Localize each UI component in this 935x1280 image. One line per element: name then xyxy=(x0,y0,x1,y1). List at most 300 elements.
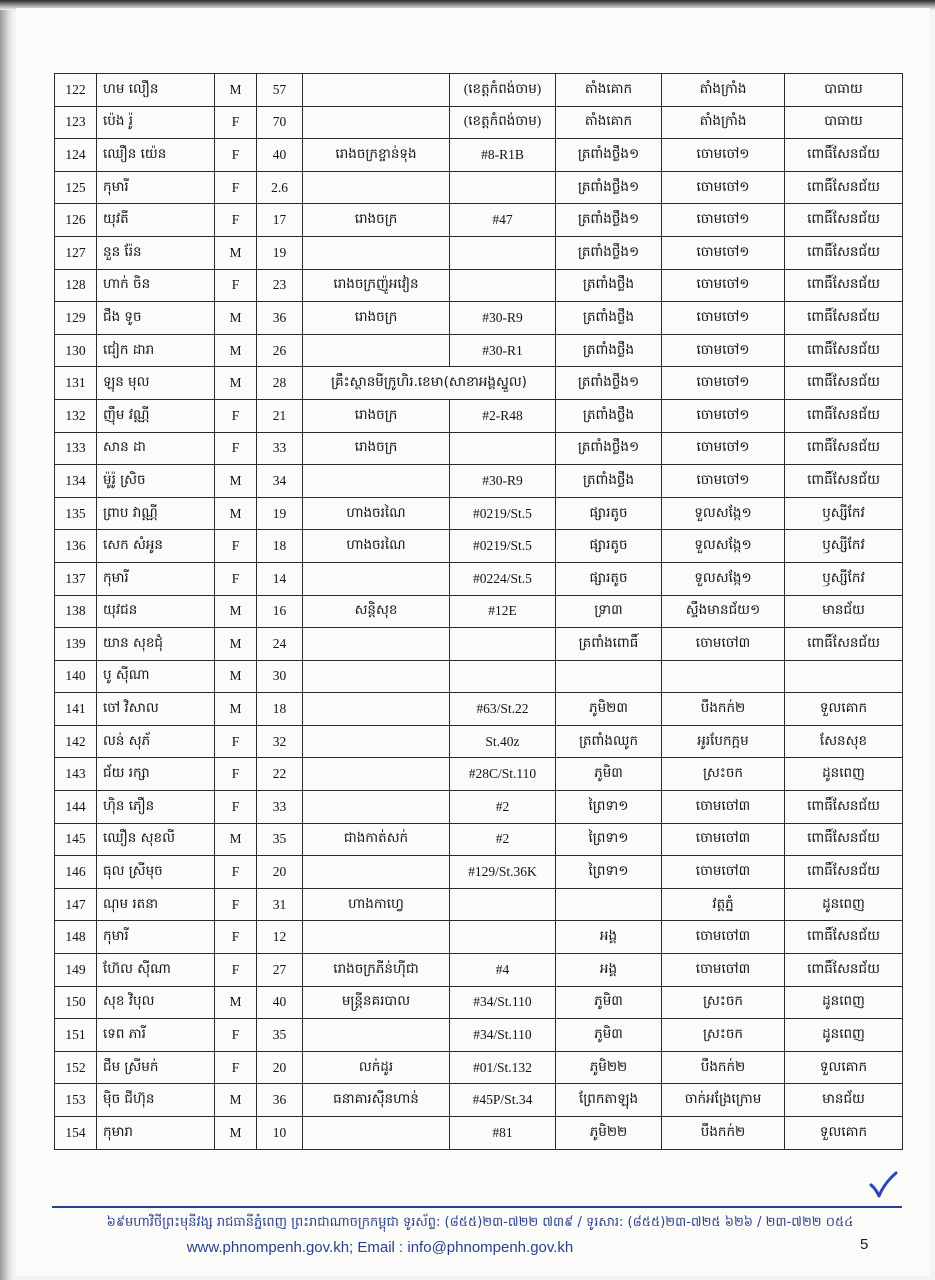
cell-person-name: ម៉ូរ៉ូ ស្រិច xyxy=(97,465,215,498)
cell-age: 40 xyxy=(257,139,303,172)
cell-commune: ចោមចៅ១ xyxy=(662,367,785,400)
cell-sex: M xyxy=(215,302,257,335)
cell-house-number xyxy=(450,171,556,204)
cell-sex: M xyxy=(215,367,257,400)
cell-row-number: 136 xyxy=(55,530,97,563)
cell-person-name: បូ ស៊ីណា xyxy=(97,660,215,693)
cell-row-number: 128 xyxy=(55,269,97,302)
cell-district: សែនសុខ xyxy=(785,725,903,758)
cell-district: ដូនពេញ xyxy=(785,986,903,1019)
table-row xyxy=(55,758,903,791)
cell-person-name: ហ៊ែល ស៊ីណា xyxy=(97,954,215,987)
cell-person-name: ចៅ វិសាល xyxy=(97,693,215,726)
cell-district: បាធាយ xyxy=(785,106,903,139)
cell-workplace xyxy=(303,628,450,661)
cell-house-number: #30-R1 xyxy=(450,334,556,367)
cell-commune: ចាក់អង្រែក្រោម xyxy=(662,1084,785,1117)
cell-village: ភូមិ២៣ xyxy=(556,693,662,726)
cell-row-number: 130 xyxy=(55,334,97,367)
cell-house-number: #34/St.110 xyxy=(450,986,556,1019)
cell-house-number xyxy=(450,236,556,269)
cell-village: ត្រពាំងថ្លឹង xyxy=(556,334,662,367)
cell-row-number: 150 xyxy=(55,986,97,1019)
cell-village: ត្រពាំងថ្លឹង១ xyxy=(556,367,662,400)
cell-commune: ចោមចៅ១ xyxy=(662,399,785,432)
cell-district: ពោធិ៍សែនជ័យ xyxy=(785,399,903,432)
cell-house-number xyxy=(450,921,556,954)
table-row xyxy=(55,1019,903,1052)
cell-commune: ចោមចៅ១ xyxy=(662,139,785,172)
table-row xyxy=(55,595,903,628)
cell-age: 36 xyxy=(257,1084,303,1117)
table-row xyxy=(55,986,903,1019)
cell-sex: M xyxy=(215,1117,257,1150)
cell-village: ព្រៃទា១ xyxy=(556,791,662,824)
cell-commune: ចោមចៅ១ xyxy=(662,236,785,269)
table-row xyxy=(55,856,903,889)
cell-workplace: រោងចក្រ xyxy=(303,399,450,432)
cell-age: 10 xyxy=(257,1117,303,1150)
cell-sex: F xyxy=(215,725,257,758)
cell-house-number: St.40z xyxy=(450,725,556,758)
cell-person-name: ណុម រតនា xyxy=(97,888,215,921)
cell-district: ពោធិ៍សែនជ័យ xyxy=(785,334,903,367)
page-number: 5 xyxy=(860,1236,869,1253)
cell-district xyxy=(785,660,903,693)
cell-village xyxy=(556,888,662,921)
cell-district: ពោធិ៍សែនជ័យ xyxy=(785,465,903,498)
cell-row-number: 134 xyxy=(55,465,97,498)
cell-workplace: ជាងកាត់សក់ xyxy=(303,823,450,856)
cell-commune: ចោមចៅ៣ xyxy=(662,628,785,661)
footer-divider xyxy=(52,1206,902,1208)
scan-shadow-left xyxy=(0,0,14,1280)
cell-district: ដូនពេញ xyxy=(785,1019,903,1052)
cell-row-number: 148 xyxy=(55,921,97,954)
cell-sex: M xyxy=(215,660,257,693)
cell-workplace: រោងចក្រញ៉ូអវៀន xyxy=(303,269,450,302)
cell-sex: M xyxy=(215,693,257,726)
cell-district: ពោធិ៍សែនជ័យ xyxy=(785,856,903,889)
cell-age: 36 xyxy=(257,302,303,335)
cell-commune: ចោមចៅ១ xyxy=(662,204,785,237)
cell-district: ពោធិ៍សែនជ័យ xyxy=(785,791,903,824)
cell-commune: តាំងក្រាំង xyxy=(662,74,785,107)
cell-sex: F xyxy=(215,758,257,791)
cell-house-number: #4 xyxy=(450,954,556,987)
cell-age: 22 xyxy=(257,758,303,791)
table-row xyxy=(55,693,903,726)
cell-commune: អូរបែកក្អម xyxy=(662,725,785,758)
cell-village xyxy=(556,660,662,693)
cell-sex: M xyxy=(215,334,257,367)
table-row xyxy=(55,954,903,987)
cell-person-name: កុមារី xyxy=(97,562,215,595)
cell-village: ត្រពាំងថ្លឹង១ xyxy=(556,204,662,237)
cell-commune: ចោមចៅ៣ xyxy=(662,954,785,987)
cell-row-number: 144 xyxy=(55,791,97,824)
cell-sex: F xyxy=(215,888,257,921)
footer-contact: www.phnompenh.gov.kh; Email : info@phnompenh.gov.kh xyxy=(186,1239,574,1256)
cell-commune: ចោមចៅ១ xyxy=(662,432,785,465)
cell-row-number: 149 xyxy=(55,954,97,987)
cell-age: 57 xyxy=(257,74,303,107)
cell-workplace xyxy=(303,465,450,498)
cell-village: ត្រពាំងពោធិ៍ xyxy=(556,628,662,661)
cell-district: មានជ័យ xyxy=(785,1084,903,1117)
cell-row-number: 135 xyxy=(55,497,97,530)
cell-age: 16 xyxy=(257,595,303,628)
cell-house-number: #8-R1B xyxy=(450,139,556,172)
cell-sex: F xyxy=(215,106,257,139)
cell-village: ត្រពាំងថ្លឹង១ xyxy=(556,139,662,172)
cell-person-name: លន់ សុភ័ xyxy=(97,725,215,758)
cell-age: 19 xyxy=(257,497,303,530)
cell-row-number: 132 xyxy=(55,399,97,432)
cell-house-number: #45P/St.34 xyxy=(450,1084,556,1117)
cell-commune: ស្រះចក xyxy=(662,758,785,791)
cell-workplace xyxy=(303,1019,450,1052)
table-row xyxy=(55,74,903,107)
cell-age: 26 xyxy=(257,334,303,367)
cell-sex: F xyxy=(215,204,257,237)
cell-district: ឫស្សីកែវ xyxy=(785,562,903,595)
cell-house-number: #0224/St.5 xyxy=(450,562,556,595)
cell-commune: ចោមចៅ១ xyxy=(662,269,785,302)
cell-village: ទ្រា៣ xyxy=(556,595,662,628)
cell-sex: F xyxy=(215,269,257,302)
cell-workplace: មន្ត្រីនគរបាល xyxy=(303,986,450,1019)
table-row xyxy=(55,432,903,465)
cell-age: 31 xyxy=(257,888,303,921)
cell-workplace xyxy=(303,856,450,889)
cell-age: 35 xyxy=(257,1019,303,1052)
cell-row-number: 140 xyxy=(55,660,97,693)
cell-row-number: 139 xyxy=(55,628,97,661)
cell-house-number: #01/St.132 xyxy=(450,1051,556,1084)
cell-row-number: 151 xyxy=(55,1019,97,1052)
cell-district: ពោធិ៍សែនជ័យ xyxy=(785,823,903,856)
cell-house-number: #47 xyxy=(450,204,556,237)
cell-age: 23 xyxy=(257,269,303,302)
cell-sex: M xyxy=(215,1084,257,1117)
cell-district: ដូនពេញ xyxy=(785,888,903,921)
table-row xyxy=(55,236,903,269)
cell-commune: ទួលសង្កែ១ xyxy=(662,530,785,563)
cell-house-number: #12E xyxy=(450,595,556,628)
cell-sex: M xyxy=(215,595,257,628)
cell-person-name: យាន សុខជុំ xyxy=(97,628,215,661)
cell-house-number xyxy=(450,888,556,921)
cell-district: បាធាយ xyxy=(785,74,903,107)
cell-age: 17 xyxy=(257,204,303,237)
cell-village: អង្គ xyxy=(556,954,662,987)
cell-sex: M xyxy=(215,628,257,661)
cell-house-number: #28C/St.110 xyxy=(450,758,556,791)
cell-age: 18 xyxy=(257,693,303,726)
cell-person-name: ឈឿន សុខលី xyxy=(97,823,215,856)
cell-age: 21 xyxy=(257,399,303,432)
table-row xyxy=(55,1117,903,1150)
cell-commune: ទួលសង្កែ១ xyxy=(662,497,785,530)
cell-age: 12 xyxy=(257,921,303,954)
cell-age: 30 xyxy=(257,660,303,693)
cell-district: ឫស្សីកែវ xyxy=(785,530,903,563)
cell-district: ទួលគោក xyxy=(785,693,903,726)
cell-district: ពោធិ៍សែនជ័យ xyxy=(785,954,903,987)
cell-commune: ចោមចៅ៣ xyxy=(662,921,785,954)
cell-person-name: ញ៉ឹម វណ្ណី xyxy=(97,399,215,432)
cell-village: ត្រពាំងថ្លឹង xyxy=(556,399,662,432)
cell-village: ត្រពាំងថ្លឹង១ xyxy=(556,236,662,269)
cell-age: 33 xyxy=(257,791,303,824)
cell-person-name: កុមារី xyxy=(97,171,215,204)
cell-person-name: កុមារី xyxy=(97,921,215,954)
cell-district: ពោធិ៍សែនជ័យ xyxy=(785,171,903,204)
cell-sex: F xyxy=(215,530,257,563)
cell-commune: ចោមចៅ៣ xyxy=(662,823,785,856)
table-row xyxy=(55,367,903,400)
cell-house-number xyxy=(450,628,556,661)
cell-person-name: ជឹង ទូច xyxy=(97,302,215,335)
cell-sex: F xyxy=(215,1051,257,1084)
cell-district: ពោធិ៍សែនជ័យ xyxy=(785,139,903,172)
cell-house-number: #129/St.36K xyxy=(450,856,556,889)
checkmark-icon xyxy=(868,1170,898,1200)
cell-age: 34 xyxy=(257,465,303,498)
cell-person-name: សេក សំអូន xyxy=(97,530,215,563)
cell-age: 35 xyxy=(257,823,303,856)
cell-age: 24 xyxy=(257,628,303,661)
cell-village: ភូមិ៣ xyxy=(556,1019,662,1052)
cell-workplace: រោងចក្រភីន់ហ៊ីជា xyxy=(303,954,450,987)
cell-village: ភូមិ៣ xyxy=(556,758,662,791)
cell-sex: F xyxy=(215,791,257,824)
cell-row-number: 143 xyxy=(55,758,97,791)
cell-age: 2.6 xyxy=(257,171,303,204)
cell-person-name: យុវជន xyxy=(97,595,215,628)
table-row xyxy=(55,139,903,172)
cell-sex: F xyxy=(215,954,257,987)
table-row xyxy=(55,1051,903,1084)
cell-house-number: #2-R48 xyxy=(450,399,556,432)
cell-house-number: #2 xyxy=(450,791,556,824)
cell-district: ពោធិ៍សែនជ័យ xyxy=(785,921,903,954)
cell-commune: ស្រះចក xyxy=(662,986,785,1019)
cell-village: ភូមិ២២ xyxy=(556,1117,662,1150)
table-row xyxy=(55,725,903,758)
cell-commune: ចោមចៅ៣ xyxy=(662,791,785,824)
cell-person-name: ទេព ភារី xyxy=(97,1019,215,1052)
cell-row-number: 137 xyxy=(55,562,97,595)
cell-commune: វត្តភ្នំ xyxy=(662,888,785,921)
cell-sex: F xyxy=(215,921,257,954)
cell-sex: M xyxy=(215,236,257,269)
cell-district: ពោធិ៍សែនជ័យ xyxy=(785,628,903,661)
cell-village: ត្រពាំងថ្លឹង xyxy=(556,269,662,302)
cell-workplace xyxy=(303,74,450,107)
cell-commune: ទួលសង្កែ១ xyxy=(662,562,785,595)
cell-age: 20 xyxy=(257,856,303,889)
cell-house-number: #0219/St.5 xyxy=(450,497,556,530)
cell-sex: F xyxy=(215,139,257,172)
cell-person-name: ជៀក ដារា xyxy=(97,334,215,367)
cell-person-name: ឡុន មុល xyxy=(97,367,215,400)
cell-sex: F xyxy=(215,1019,257,1052)
cell-commune: ស្រះចក xyxy=(662,1019,785,1052)
cell-village: ត្រពាំងឈូក xyxy=(556,725,662,758)
cell-house-number xyxy=(450,660,556,693)
cell-commune: បឹងកក់២ xyxy=(662,1051,785,1084)
cell-age: 70 xyxy=(257,106,303,139)
cell-person-name: ហ៊ិន ភឿន xyxy=(97,791,215,824)
cell-workplace: ធនាគារស៊ីនហាន់ xyxy=(303,1084,450,1117)
cell-workplace: ហាងកាហ្វេ xyxy=(303,888,450,921)
cell-commune: បឹងកក់២ xyxy=(662,1117,785,1150)
cell-village: ព្រែកតាឡុង xyxy=(556,1084,662,1117)
cell-sex: F xyxy=(215,432,257,465)
cell-person-name: នួន រ៉ែន xyxy=(97,236,215,269)
cell-age: 19 xyxy=(257,236,303,269)
cell-commune xyxy=(662,660,785,693)
table-row xyxy=(55,302,903,335)
cell-village: តាំងគោក xyxy=(556,74,662,107)
cell-person-name: ហាក់ ចិន xyxy=(97,269,215,302)
cell-workplace xyxy=(303,791,450,824)
cell-village: ត្រពាំងថ្លឹង១ xyxy=(556,432,662,465)
cell-commune: ស្ទឹងមានជ័យ១ xyxy=(662,595,785,628)
cell-district: ដូនពេញ xyxy=(785,758,903,791)
cell-person-name: ឈឿន យ៉េន xyxy=(97,139,215,172)
cell-house-number: #0219/St.5 xyxy=(450,530,556,563)
table-row xyxy=(55,497,903,530)
table-row xyxy=(55,399,903,432)
cell-house-number: #34/St.110 xyxy=(450,1019,556,1052)
cell-row-number: 133 xyxy=(55,432,97,465)
cell-row-number: 145 xyxy=(55,823,97,856)
cell-commune: ចោមចៅ៣ xyxy=(662,856,785,889)
cell-row-number: 123 xyxy=(55,106,97,139)
cell-sex: M xyxy=(215,823,257,856)
cell-district: ឫស្សីកែវ xyxy=(785,497,903,530)
cell-age: 33 xyxy=(257,432,303,465)
cell-sex: M xyxy=(215,465,257,498)
table-row xyxy=(55,562,903,595)
cell-row-number: 122 xyxy=(55,74,97,107)
cell-person-name: ប៉េង រ៉ូ xyxy=(97,106,215,139)
cell-district: ពោធិ៍សែនជ័យ xyxy=(785,367,903,400)
cell-workplace xyxy=(303,236,450,269)
cell-age: 14 xyxy=(257,562,303,595)
cell-person-name: ម៉ិច ជីហ៊ុន xyxy=(97,1084,215,1117)
cell-age: 28 xyxy=(257,367,303,400)
cell-district: ពោធិ៍សែនជ័យ xyxy=(785,302,903,335)
cell-house-number xyxy=(450,269,556,302)
cell-workplace: រោងចក្រ xyxy=(303,302,450,335)
cell-village: ផ្សារតូច xyxy=(556,562,662,595)
table-row xyxy=(55,660,903,693)
cell-sex: F xyxy=(215,399,257,432)
cell-row-number: 141 xyxy=(55,693,97,726)
table-row xyxy=(55,204,903,237)
cell-workplace: រោងចក្រ xyxy=(303,204,450,237)
cell-row-number: 153 xyxy=(55,1084,97,1117)
cell-house-number: #2 xyxy=(450,823,556,856)
cell-sex: F xyxy=(215,856,257,889)
cell-age: 32 xyxy=(257,725,303,758)
cell-sex: F xyxy=(215,562,257,595)
table-row xyxy=(55,1084,903,1117)
cell-person-name: សុខ វិបុល xyxy=(97,986,215,1019)
cell-workplace xyxy=(303,660,450,693)
footer-address: ៦៩មហាវិថីព្រះមុនីវង្ស រាជធានីភ្នំពេញ ព្រះរាជាណាចក្រកម្ពុជា ទូរស័ព្ទ: (៨៥៥)២៣-៧២២ ៧៣៩ / ទូរសារ: (៨៥៥)២៣-៧២៥ ៦២៦ / ២៣-៧២២ ០៥៤ xyxy=(106,1215,854,1230)
table-row xyxy=(55,823,903,856)
table-row xyxy=(55,269,903,302)
cell-house-number: (ខេត្តកំពង់ចាម) xyxy=(450,106,556,139)
cell-person-name: ព្រាប វាណ្ណី xyxy=(97,497,215,530)
cell-age: 40 xyxy=(257,986,303,1019)
table-row xyxy=(55,628,903,661)
table-row xyxy=(55,465,903,498)
cell-row-number: 147 xyxy=(55,888,97,921)
cell-house-number: #30-R9 xyxy=(450,465,556,498)
cell-person-name: ជឹម ស្រីមក់ xyxy=(97,1051,215,1084)
cell-sex: M xyxy=(215,74,257,107)
cell-village: អង្គ xyxy=(556,921,662,954)
cell-row-number: 127 xyxy=(55,236,97,269)
cell-workplace: គ្រឹះស្ថានមីក្រូហិរ.ខេមា(សាខាអង្គស្នួល) xyxy=(303,367,556,400)
cell-person-name: សាន ដា xyxy=(97,432,215,465)
cell-row-number: 154 xyxy=(55,1117,97,1150)
cell-house-number: #30-R9 xyxy=(450,302,556,335)
cell-person-name: ធុល ស្រីមុច xyxy=(97,856,215,889)
cell-workplace xyxy=(303,921,450,954)
table-row xyxy=(55,106,903,139)
cell-village: ត្រពាំងថ្លឹង១ xyxy=(556,171,662,204)
cell-district: ទួលគោក xyxy=(785,1051,903,1084)
cell-row-number: 124 xyxy=(55,139,97,172)
cell-age: 27 xyxy=(257,954,303,987)
cell-village: តាំងគោក xyxy=(556,106,662,139)
cell-workplace: សន្តិសុខ xyxy=(303,595,450,628)
cell-workplace xyxy=(303,725,450,758)
cell-house-number: #81 xyxy=(450,1117,556,1150)
table-row xyxy=(55,334,903,367)
table-row xyxy=(55,530,903,563)
cell-row-number: 152 xyxy=(55,1051,97,1084)
cell-village: ត្រពាំងថ្លឹង xyxy=(556,465,662,498)
cell-person-name: ជ័យ រក្សា xyxy=(97,758,215,791)
cell-person-name: កុមារា xyxy=(97,1117,215,1150)
cell-row-number: 126 xyxy=(55,204,97,237)
cell-workplace: ហាងចរណៃ xyxy=(303,497,450,530)
cell-workplace xyxy=(303,693,450,726)
cell-workplace: ហាងចរណៃ xyxy=(303,530,450,563)
cell-commune: ចោមចៅ១ xyxy=(662,171,785,204)
case-table-body xyxy=(55,74,903,1150)
cell-workplace xyxy=(303,106,450,139)
cell-village: ផ្សារតូច xyxy=(556,497,662,530)
cell-row-number: 125 xyxy=(55,171,97,204)
cell-row-number: 129 xyxy=(55,302,97,335)
cell-workplace xyxy=(303,758,450,791)
cell-person-name: យុវតី xyxy=(97,204,215,237)
cell-sex: M xyxy=(215,986,257,1019)
cell-row-number: 131 xyxy=(55,367,97,400)
cell-workplace: រោងចក្រខ្ចាន់ទុង xyxy=(303,139,450,172)
cell-row-number: 146 xyxy=(55,856,97,889)
cell-village: ព្រៃទា១ xyxy=(556,823,662,856)
